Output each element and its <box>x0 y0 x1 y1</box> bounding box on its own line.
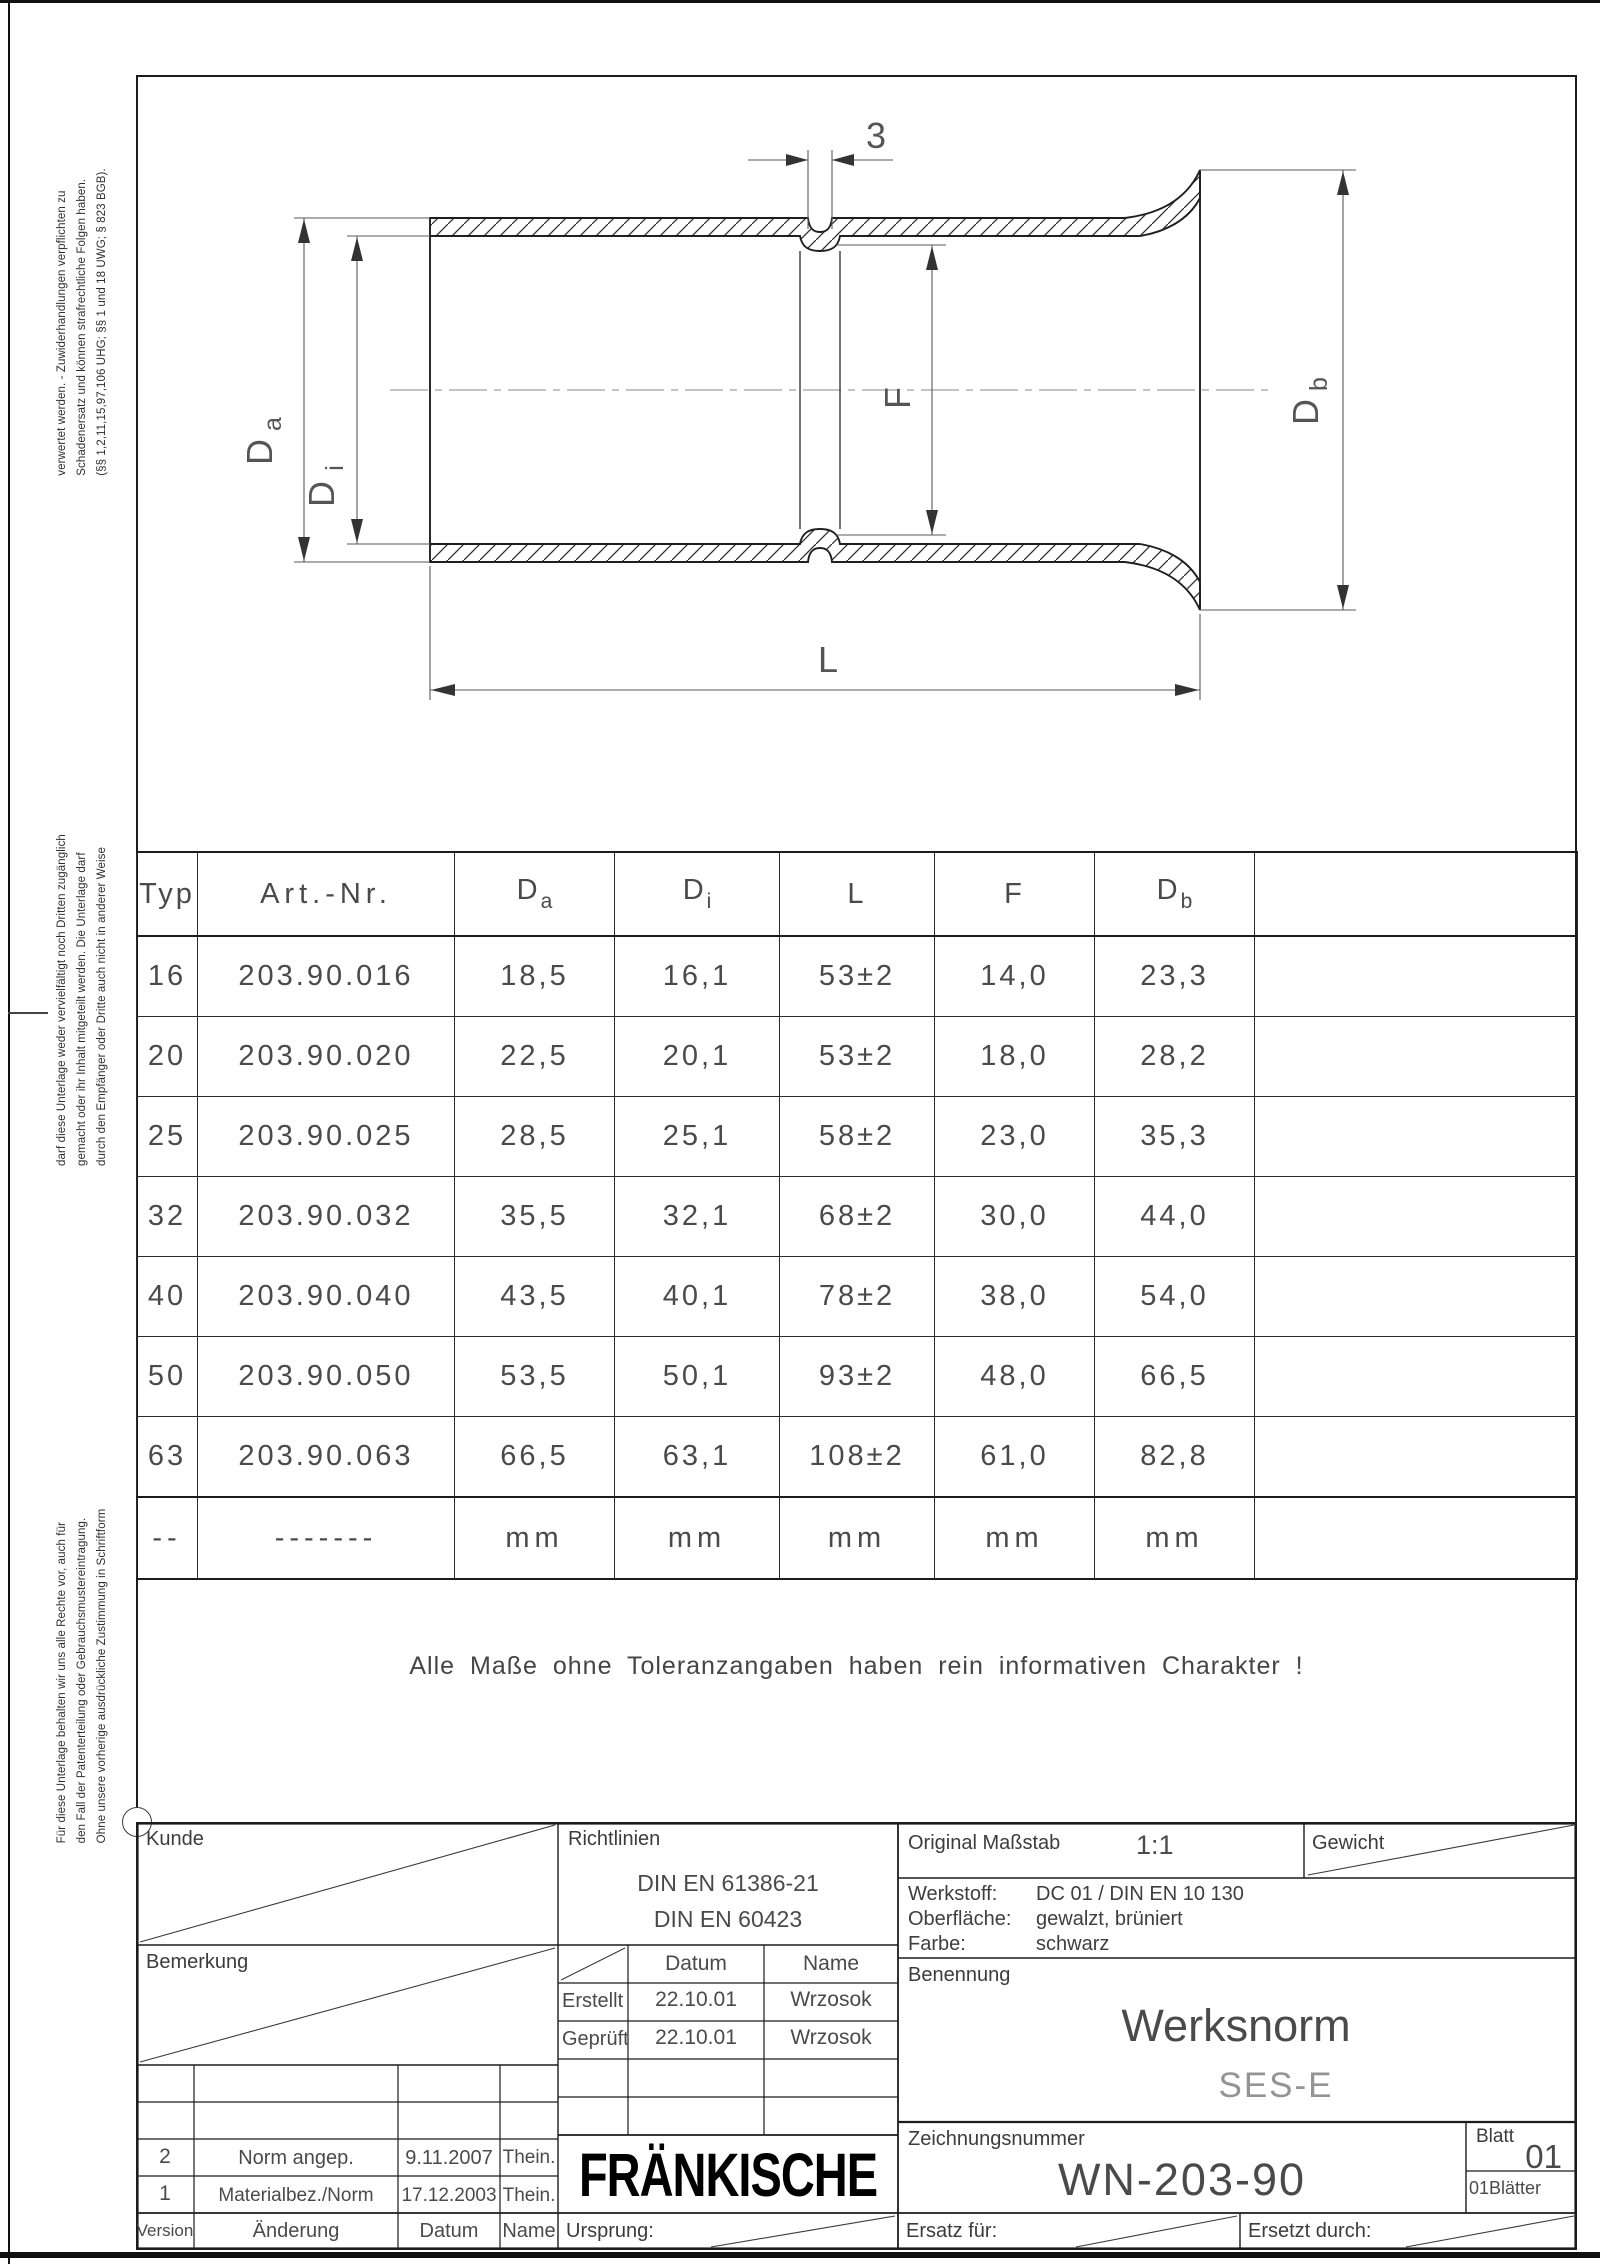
dim-label-groove: 3 <box>865 115 887 156</box>
table-cell <box>1255 1097 1578 1177</box>
approval-datum-header: Datum <box>665 1952 727 1975</box>
col-header-db: $D_b$ <box>1095 852 1255 936</box>
gewicht-label: Gewicht <box>1312 1832 1385 1854</box>
table-cell: mm <box>455 1497 615 1579</box>
table-cell: 53±2 <box>780 936 935 1017</box>
margin-note-top <box>52 168 112 476</box>
erstellt-datum: 22.10.01 <box>655 1988 737 2011</box>
margin-note-line: Für diese Unterlage behalten wir uns alle Rechte vor, auch für <box>56 1521 68 1844</box>
werkstoff-row <box>908 1882 1244 1907</box>
table-cell: 16 <box>137 936 198 1017</box>
table-cell: 43,5 <box>455 1257 615 1337</box>
table-cell: 40,1 <box>615 1257 780 1337</box>
table-cell: 30,0 <box>935 1177 1095 1257</box>
table-cell: 16,1 <box>615 936 780 1017</box>
richtlinie-din-1: DIN EN 61386-21 <box>637 1870 819 1896</box>
arrowhead <box>1175 684 1199 696</box>
arrowhead <box>926 246 938 270</box>
table-cell: 50,1 <box>615 1337 780 1417</box>
geprueft-label: Geprüft <box>562 2028 629 2050</box>
col-header-artnr: Art.-Nr. <box>198 852 455 936</box>
company-logo-text: FRÄNKISCHE <box>578 2139 878 2209</box>
table-cell: 18,0 <box>935 1017 1095 1097</box>
werkstoff-block <box>908 1882 1244 1957</box>
approval-name-header: Name <box>802 1952 860 1975</box>
table-row <box>137 1257 1578 1337</box>
table-cell: 203.90.020 <box>198 1017 455 1097</box>
blatt-total: 01Blätter <box>1469 2178 1542 2198</box>
table-cell: 40 <box>137 1257 198 1337</box>
table-cell: 32,1 <box>615 1177 780 1257</box>
table-units-row <box>137 1497 1578 1579</box>
table-cell <box>1255 1257 1578 1337</box>
table-header-row <box>137 852 1578 936</box>
table-cell: 53,5 <box>455 1337 615 1417</box>
margin-note-middle <box>52 834 112 1166</box>
werkstoff-value: DC 01 / DIN EN 10 130 <box>1036 1883 1244 1905</box>
table-cell: 203.90.040 <box>198 1257 455 1337</box>
revision-version-1: 1 <box>159 2182 171 2205</box>
margin-note-line: darf diese Unterlage weder vervielfältigt noch Dritten zugänglich <box>56 834 68 1166</box>
table-cell <box>1255 1177 1578 1257</box>
table-cell: 22,5 <box>455 1017 615 1097</box>
dim-label-db-sub: b <box>1305 377 1333 391</box>
dim-label-di: D <box>301 481 342 507</box>
erstellt-name: Wrzosok <box>790 1988 872 2011</box>
arrowhead <box>431 684 455 696</box>
arrowhead <box>351 519 363 543</box>
table-cell: 25 <box>137 1097 198 1177</box>
dim-label-da: D <box>239 439 280 465</box>
table-cell: 61,0 <box>935 1417 1095 1498</box>
table-cell: 48,0 <box>935 1337 1095 1417</box>
richtlinie-din-2: DIN EN 60423 <box>653 1906 803 1932</box>
col-header-l: L <box>780 852 935 936</box>
table-row <box>137 936 1578 1017</box>
table-cell: 20,1 <box>615 1017 780 1097</box>
title-block <box>136 1822 1577 2250</box>
revision-name-2: Thein. <box>502 2147 556 2168</box>
table-cell: 203.90.016 <box>198 936 455 1017</box>
revision-footer-aenderung: Änderung <box>252 2220 340 2242</box>
table-cell: 20 <box>137 1017 198 1097</box>
table-cell: 82,8 <box>1095 1417 1255 1498</box>
margin-note-bottom <box>52 1509 112 1844</box>
margin-note-line: den Fall der Patenterteilung oder Gebrauchsmustereintragung. <box>76 1517 88 1844</box>
margin-note-line: verwertet werden. - Zuwiderhandlungen verpflichten zu <box>56 190 68 476</box>
table-cell: 66,5 <box>1095 1337 1255 1417</box>
dimension-table <box>136 851 1578 1580</box>
table-row <box>137 1337 1578 1417</box>
table-cell: 18,5 <box>455 936 615 1017</box>
margin-note-line: (§§ 1,2,11,15,97,106 UHG; §§ 1 und 18 UWG; § 823 BGB). <box>96 168 108 476</box>
table-cell: 63,1 <box>615 1417 780 1498</box>
blatt-label: Blatt <box>1476 2126 1515 2147</box>
table-cell <box>1255 1017 1578 1097</box>
revision-footer-datum: Datum <box>419 2220 479 2242</box>
sheet-edge-bottom <box>0 2252 1600 2258</box>
dim-label-db: D <box>1285 399 1326 425</box>
table-cell: 93±2 <box>780 1337 935 1417</box>
table-row <box>137 1417 1578 1498</box>
col-header-di: $D_i$ <box>615 852 780 936</box>
farbe-label: Farbe: <box>908 1933 966 1955</box>
massstab-label: Original Maßstab <box>908 1832 1061 1854</box>
geprueft-name: Wrzosok <box>790 2026 872 2049</box>
blatt-value: 01 <box>1525 2138 1562 2175</box>
table-cell: 23,3 <box>1095 936 1255 1017</box>
col-header-da: $D_a$ <box>455 852 615 936</box>
arrowhead <box>1337 585 1349 609</box>
arrowhead <box>832 154 854 166</box>
sheet-edge-left <box>8 0 10 2264</box>
arrowhead <box>298 537 310 561</box>
table-cell <box>1255 936 1578 1017</box>
dim-l <box>430 566 1200 700</box>
table-cell: 35,3 <box>1095 1097 1255 1177</box>
arrowhead <box>926 510 938 534</box>
oberflaeche-label: Oberfläche: <box>908 1908 1012 1930</box>
table-cell: ------- <box>198 1497 455 1579</box>
table-cell <box>1255 1337 1578 1417</box>
margin-note-line: Schadenersatz und können strafrechtliche Folgen haben. <box>76 178 88 476</box>
table-cell: 203.90.032 <box>198 1177 455 1257</box>
table-cell <box>1255 1497 1578 1579</box>
table-row <box>137 1097 1578 1177</box>
arrowhead <box>786 154 808 166</box>
table-cell: 23,0 <box>935 1097 1095 1177</box>
table-cell: 58±2 <box>780 1097 935 1177</box>
benennung-title: Werksnorm <box>1121 2000 1351 2051</box>
technical-drawing <box>137 77 1575 850</box>
werkstoff-row <box>908 1932 1244 1957</box>
pipe-upper-wall <box>430 170 1200 251</box>
table-cell: mm <box>935 1497 1095 1579</box>
massstab-value: 1:1 <box>1136 1830 1174 1860</box>
oberflaeche-value: gewalzt, brüniert <box>1036 1908 1183 1930</box>
dim-label-da-sub: a <box>259 417 287 431</box>
zeichnungsnummer-value: WN-203-90 <box>1057 2154 1307 2205</box>
benennung-label: Benennung <box>908 1964 1011 1986</box>
col-header-empty <box>1255 852 1578 936</box>
table-cell: mm <box>615 1497 780 1579</box>
revision-name-1: Thein. <box>502 2185 556 2206</box>
werkstoff-label: Werkstoff: <box>908 1883 998 1905</box>
table-cell: 203.90.025 <box>198 1097 455 1177</box>
bemerkung-label: Bemerkung <box>146 1951 249 1973</box>
table-cell: -- <box>137 1497 198 1579</box>
arrowhead <box>298 219 310 243</box>
table-cell: 63 <box>137 1417 198 1498</box>
dim-label-f: F <box>877 387 918 409</box>
revision-date-2: 9.11.2007 <box>405 2147 493 2169</box>
margin-note-line: Ohne unsere vorherige ausdrückliche Zustimmung in Schriftform <box>96 1508 108 1844</box>
tolerance-note: Alle Maße ohne Toleranzangaben haben rein informativen Charakter ! <box>409 1652 1304 1680</box>
table-cell <box>1255 1417 1578 1498</box>
margin-note-line: gemacht oder ihr Inhalt mitgeteilt werden. Die Unterlage darf <box>76 852 88 1166</box>
table-cell: 50 <box>137 1337 198 1417</box>
col-header-f: F <box>935 852 1095 936</box>
revision-footer-name: Name <box>502 2220 556 2242</box>
revision-footer-version: Version <box>136 2221 194 2240</box>
table-cell: 44,0 <box>1095 1177 1255 1257</box>
table-cell: 66,5 <box>455 1417 615 1498</box>
arrowhead <box>1337 171 1349 195</box>
revision-change-2: Norm angep. <box>238 2147 354 2169</box>
sheet-edge-top <box>0 0 1600 3</box>
ursprung-label: Ursprung: <box>566 2220 654 2242</box>
table-cell: 38,0 <box>935 1257 1095 1337</box>
table-cell: 203.90.063 <box>198 1417 455 1498</box>
table-cell: 14,0 <box>935 936 1095 1017</box>
table-cell: 108±2 <box>780 1417 935 1498</box>
col-header-typ: Typ <box>137 852 198 936</box>
fold-mark <box>8 1012 48 1014</box>
table-cell: 32 <box>137 1177 198 1257</box>
table-cell: mm <box>780 1497 935 1579</box>
revision-date-1: 17.12.2003 <box>401 2185 497 2206</box>
benennung-subtitle: SES-E <box>1218 2066 1334 2105</box>
dim-label-l: L <box>817 639 839 680</box>
zeichnungsnummer-label: Zeichnungsnummer <box>908 2128 1085 2150</box>
richtlinien-label: Richtlinien <box>568 1828 661 1850</box>
ersetzt-durch-label: Ersetzt durch: <box>1248 2220 1372 2242</box>
kunde-label: Kunde <box>146 1828 204 1850</box>
farbe-value: schwarz <box>1036 1933 1110 1955</box>
company-logo <box>558 2135 898 2213</box>
dim-label-di-sub: i <box>321 465 349 471</box>
table-cell: 25,1 <box>615 1097 780 1177</box>
ersatz-fuer-label: Ersatz für: <box>906 2220 998 2242</box>
table-cell: 28,5 <box>455 1097 615 1177</box>
arrowhead <box>351 237 363 261</box>
table-cell: 68±2 <box>780 1177 935 1257</box>
table-cell: 203.90.050 <box>198 1337 455 1417</box>
revision-change-1: Materialbez./Norm <box>218 2185 374 2206</box>
erstellt-label: Erstellt <box>562 1990 624 2012</box>
table-cell: mm <box>1095 1497 1255 1579</box>
table-cell: 35,5 <box>455 1177 615 1257</box>
pipe-lower-wall <box>430 529 1200 610</box>
geprueft-datum: 22.10.01 <box>655 2026 737 2049</box>
table-row <box>137 1177 1578 1257</box>
table-cell: 54,0 <box>1095 1257 1255 1337</box>
margin-note-line: durch den Empfänger oder Dritte auch nicht in anderer Weise <box>96 847 108 1166</box>
table-cell: 53±2 <box>780 1017 935 1097</box>
table-row <box>137 1017 1578 1097</box>
revision-version-2: 2 <box>159 2145 171 2168</box>
table-cell: 28,2 <box>1095 1017 1255 1097</box>
dimension-table-body <box>137 936 1578 1579</box>
werkstoff-row <box>908 1907 1244 1932</box>
table-cell: 78±2 <box>780 1257 935 1337</box>
